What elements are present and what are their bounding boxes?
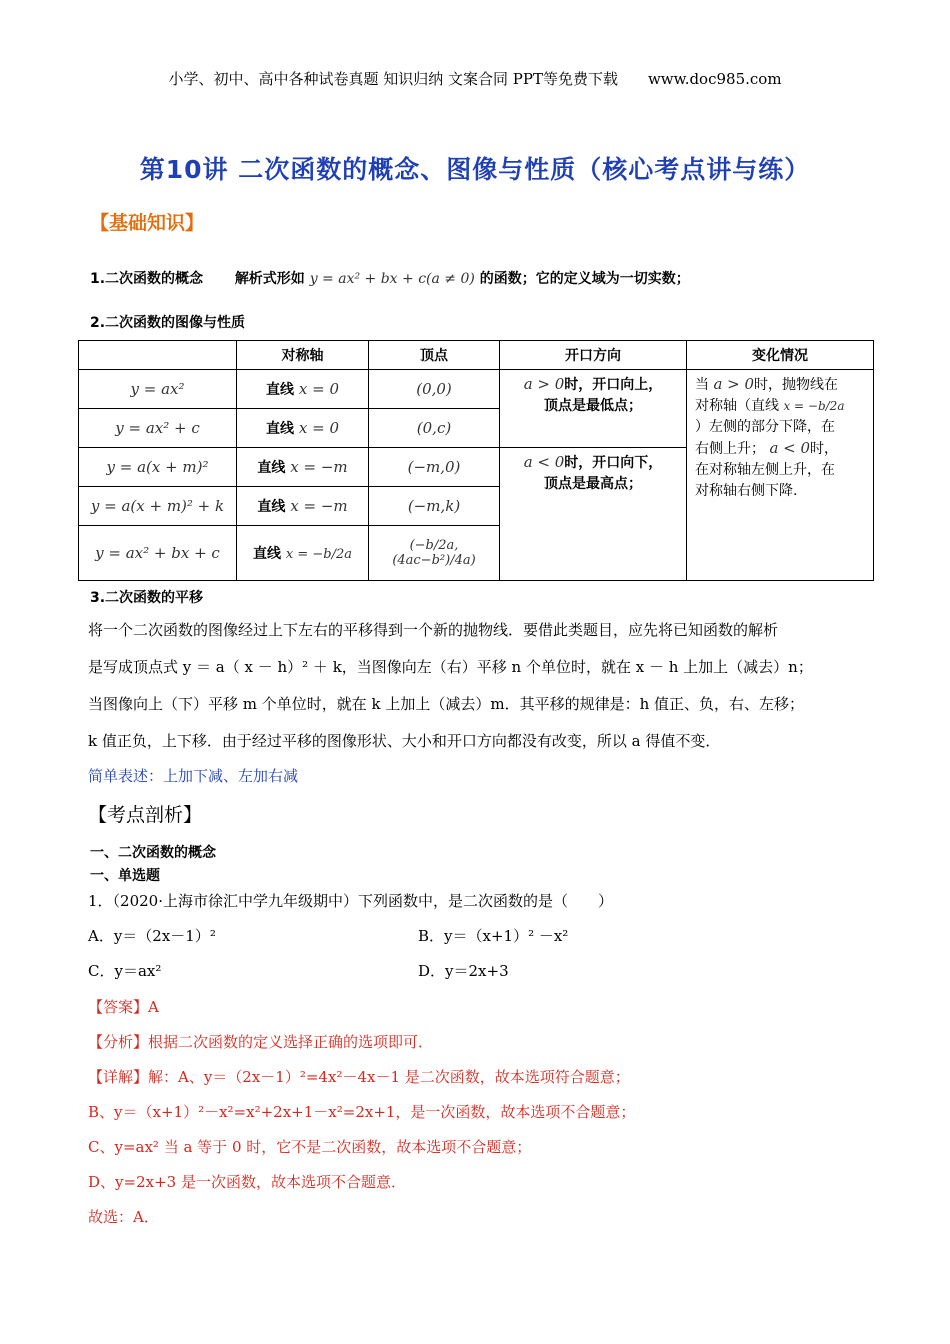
direction-positive-line2: 顶点是最低点； [544, 398, 642, 414]
function-cell: y = a(x + m)² + k [79, 487, 237, 526]
vertex-cell: (0,0) [369, 370, 500, 409]
table-header-cell: 开口方向 [500, 341, 687, 370]
axis-prefix: 直线 [257, 460, 286, 476]
direction-positive-cell [500, 370, 687, 448]
vertex-cell: (−m,k) [369, 487, 500, 526]
direction-positive-line1: 时，开口向上， [564, 377, 663, 393]
axis-cell [237, 526, 369, 581]
concept-formula: y = ax² + bx + c(a ≠ 0) [309, 271, 475, 287]
function-cell: y = a(x + m)² [79, 448, 237, 487]
axis-formula: x = −m [290, 458, 348, 476]
axis-formula: x = 0 [298, 419, 339, 437]
answer-line: 【答案】A [88, 998, 159, 1016]
change-text: 在对称轴左侧上升，在 [695, 462, 835, 478]
shift-line: 当图像向上（下）平移 m 个单位时，就在 k 上加上（减去）m．其平移的规律是：h 值正、负，右、左移； [88, 695, 805, 713]
page-title: 第10讲 二次函数的概念、图像与性质（核心考点讲与练） [139, 155, 811, 184]
axis-prefix: 直线 [266, 382, 294, 398]
change-text: 对称轴（直线 [695, 398, 779, 414]
graph-properties-heading: 2.二次函数的图像与性质 [90, 315, 246, 331]
change-condition: a > 0 [713, 375, 755, 393]
function-cell: y = ax² + bx + c [79, 526, 237, 581]
page-header: 小学、初中、高中各种试卷真题 知识归纳 文案合同 PPT等免费下载 www.doc985.com [168, 70, 782, 88]
axis-formula: x = 0 [298, 380, 339, 398]
detail-line: 【详解】解：A、y＝（2x－1）²=4x²－4x－1 是二次函数，故本选项符合题意； [88, 1068, 630, 1086]
change-text: 时，抛物线在 [754, 377, 839, 393]
axis-formula: x = −m [290, 497, 348, 515]
change-text: 时， [810, 441, 839, 457]
table-row [79, 370, 874, 409]
change-text: 当 [695, 377, 709, 393]
change-cell [687, 370, 874, 581]
shift-line: k 值正负，上下移．由于经过平移的图像形状、大小和开口方向都没有改变，所以 a 得值不变． [88, 732, 721, 750]
axis-formula: x = −b/2a [285, 547, 352, 562]
table-header-cell: 对称轴 [237, 341, 369, 370]
axis-cell [237, 370, 369, 409]
option-a: A．y＝（2x－1）² [88, 927, 216, 945]
detail-line: 故选：A． [88, 1208, 159, 1226]
concept-middle: 解析式形如 [234, 271, 305, 287]
question-stem: 1．（2020·上海市徐汇中学九年级期中）下列函数中，是二次函数的是（ ） [88, 892, 613, 910]
direction-negative-condition: a < 0 [523, 453, 565, 471]
change-text: 右侧上升； [695, 441, 765, 457]
table-header-cell: 顶点 [369, 341, 500, 370]
change-text: 对称轴右侧下降. [695, 483, 798, 499]
shift-line: 是写成顶点式 y ＝ a（ x － h）² ＋ k，当图像向左（右）平移 n 个单位时，就在 x － h 上加上（减去）n； [88, 658, 813, 676]
table-header-cell [79, 341, 237, 370]
axis-prefix: 直线 [266, 421, 294, 437]
shift-heading: 3.二次函数的平移 [90, 590, 204, 606]
change-axis: x = −b/2a [783, 399, 845, 413]
table-header-cell: 变化情况 [687, 341, 874, 370]
change-condition: a < 0 [769, 439, 811, 457]
axis-prefix: 直线 [253, 546, 281, 562]
option-c: C．y＝ax² [88, 962, 162, 980]
axis-prefix: 直线 [257, 499, 286, 515]
shift-summary: 简单表述：上加下减、左加右减 [88, 767, 299, 785]
concept-tail: 的函数；它的定义域为一切实数； [479, 271, 690, 287]
shift-line: 将一个二次函数的图像经过上下左右的平移得到一个新的抛物线．要借此类题目，应先将已知函数的解析 [88, 621, 779, 639]
axis-cell [237, 487, 369, 526]
detail-line: D、y=2x+3 是一次函数，故本选项不合题意． [88, 1173, 406, 1191]
detail-line: B、y＝（x+1）²－x²=x²+2x+1－x²=2x+1，是一次函数，故本选项不合题意； [88, 1103, 636, 1121]
analysis-line: 【分析】根据二次函数的定义选择正确的选项即可． [88, 1033, 434, 1051]
properties-table [78, 340, 874, 581]
vertex-cell: (−m,0) [369, 448, 500, 487]
question-type-heading: 一、单选题 [90, 868, 160, 884]
section-analysis: 【考点剖析】 [88, 804, 203, 826]
table-header-row [79, 341, 874, 370]
direction-negative-cell [500, 448, 687, 581]
subsection-heading: 一、二次函数的概念 [90, 845, 216, 861]
option-d: D．y＝2x+3 [418, 962, 509, 980]
direction-negative-line2: 顶点是最高点； [544, 476, 642, 492]
axis-cell [237, 448, 369, 487]
vertex-cell: (0,c) [369, 409, 500, 448]
section-basic-knowledge: 【基础知识】 [90, 212, 205, 234]
function-cell: y = ax² + c [79, 409, 237, 448]
function-cell: y = ax² [79, 370, 237, 409]
direction-positive-condition: a > 0 [523, 375, 565, 393]
concept-paragraph [90, 268, 690, 288]
detail-line: C、y=ax² 当 a 等于 0 时，它不是二次函数，故本选项不合题意； [88, 1138, 532, 1156]
vertex-cell: (−b/2a, (4ac−b²)/4a) [369, 526, 500, 581]
axis-cell [237, 409, 369, 448]
direction-negative-line1: 时，开口向下， [564, 455, 663, 471]
concept-label: 1.二次函数的概念 [90, 271, 204, 287]
change-text: ）左侧的部分下降，在 [695, 419, 835, 435]
option-b: B．y＝（x+1）² －x² [418, 927, 569, 945]
